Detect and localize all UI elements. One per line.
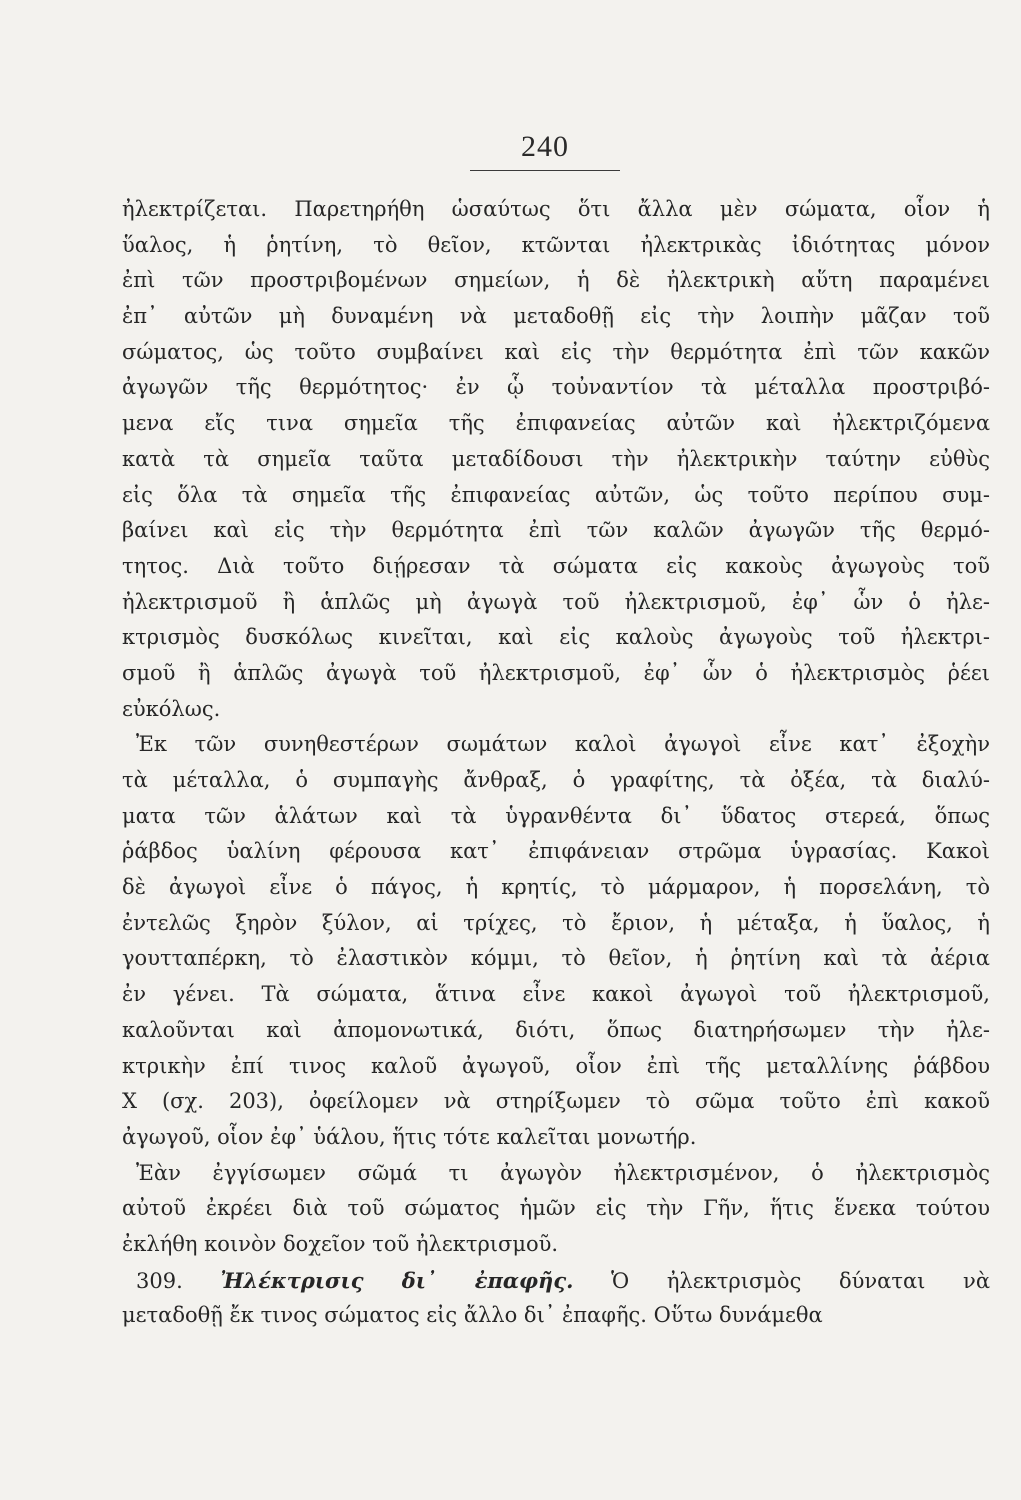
text-line: ῥάβδος ὑαλίνη φέρουσα κατ᾿ ἐπιφάνειαν στρῶμα ὑγρασίας. Κακοὶ (122, 839, 990, 864)
text-line: ὕαλος, ἡ ῥητίνη, τὸ θεῖον, κτῶνται ἠλεκτρικὰς ἰδιότητας μόνον (122, 232, 990, 257)
section-heading-line (122, 1263, 990, 1299)
section-number: 309. (136, 1268, 183, 1293)
paragraph (122, 1156, 990, 1263)
header-rule (470, 170, 620, 171)
text-line: Ὁ ἠλεκτρισμὸς δύναται νὰ (611, 1268, 990, 1293)
text-line: τητος. Διὰ τοῦτο διῄρεσαν τὰ σώματα εἰς κακοὺς ἀγωγοὺς τοῦ (122, 553, 990, 578)
text-line: κτρισμὸς δυσκόλως κινεῖται, καὶ εἰς καλοὺς ἀγωγοὺς τοῦ ἠλεκτρι- (122, 625, 990, 650)
text-line: ἀγωγοῦ, οἷον ἐφ᾿ ὑάλου, ἥτις τότε καλεῖται μονωτήρ. (122, 1124, 697, 1149)
text-line: βαίνει καὶ εἰς τὴν θερμότητα ἐπὶ τῶν καλῶν ἀγωγῶν τῆς θερμό- (122, 518, 990, 543)
text-line: ἠλεκτρίζεται. Παρετηρήθη ὡσαύτως ὅτι ἄλλα μὲν σώματα, οἷον ἡ (122, 197, 990, 221)
text-line: κατὰ τὰ σημεῖα ταῦτα μεταδίδουσι τὴν ἠλεκτρικὴν ταύτην εὐθὺς (122, 446, 990, 471)
text-line: δὲ ἀγωγοὶ εἶνε ὁ πάγος, ἡ κρητίς, τὸ μάρμαρον, ἡ πορσελάνη, τὸ (122, 875, 990, 900)
text-line: ἐπὶ τῶν προστριβομένων σημείων, ἡ δὲ ἠλεκτρικὴ αὕτη παραμένει (122, 268, 990, 293)
text-line: γουτταπέρκη, τὸ ἐλαστικὸν κόμμι, τὸ θεῖον, ἡ ῥητίνη καὶ τὰ ἀέρια (122, 946, 990, 971)
text-line: σώματος, ὡς τοῦτο συμβαίνει καὶ εἰς τὴν θερμότητα ἐπὶ τῶν κακῶν (122, 339, 990, 364)
paragraph (122, 192, 990, 727)
text-line: κτρικὴν ἐπί τινος καλοῦ ἀγωγοῦ, οἷον ἐπὶ τῆς μεταλλίνης ῥάβδου (122, 1053, 990, 1078)
text-line: Ἐκ τῶν συνηθεστέρων σωμάτων καλοὶ ἀγωγοὶ εἶνε κατ᾿ ἐξοχὴν (136, 732, 990, 757)
text-line: τὰ μέταλλα, ὁ συμπαγὴς ἄνθραξ, ὁ γραφίτης, τὰ ὀξέα, τὰ διαλύ- (122, 768, 990, 792)
text-line: ἐντελῶς ξηρὸν ξύλον, αἱ τρίχες, τὸ ἔριον, ἡ μέταξα, ἡ ὕαλος, ἡ (122, 910, 990, 935)
text-line: Ἐὰν ἐγγίσωμεν σῶμά τι ἀγωγὸν ἠλεκτρισμένον, ὁ ἠλεκτρισμὸς (136, 1160, 990, 1185)
text-line: καλοῦνται καὶ ἀπομονωτικά, διότι, ὅπως διατηρήσωμεν τὴν ἠλε- (122, 1017, 990, 1042)
text-line: εἰς ὅλα τὰ σημεῖα τῆς ἐπιφανείας αὐτῶν, ὡς τοῦτο περίπου συμ- (122, 482, 990, 507)
text-line: μεταδοθῇ ἔκ τινος σώματος εἰς ἄλλο δι᾿ ἐπαφῆς. Οὕτω δυνάμεθα (122, 1303, 823, 1328)
text-line: αὐτοῦ ἐκρέει διὰ τοῦ σώματος ἡμῶν εἰς τὴν Γῆν, ἥτις ἕνεκα τούτου (122, 1196, 990, 1221)
text-line: σμοῦ ἢ ἁπλῶς ἀγωγὰ τοῦ ἠλεκτρισμοῦ, ἐφ᾿ ὧν ὁ ἠλεκτρισμὸς ῥέει (122, 660, 990, 685)
paragraph (122, 727, 990, 1155)
text-line: ἠλεκτρισμοῦ ἢ ἁπλῶς μὴ ἀγωγὰ τοῦ ἠλεκτρισμοῦ, ἐφ᾿ ὧν ὁ ἠλε- (122, 589, 990, 614)
text-line: Χ (σχ. 203), ὀφείλομεν νὰ στηρίξωμεν τὸ σῶμα τοῦτο ἐπὶ κακοῦ (122, 1089, 990, 1114)
text-line: ματα τῶν ἁλάτων καὶ τὰ ὑγρανθέντα δι᾿ ὕδατος στερεά, ὅπως (122, 803, 990, 828)
text-line: ἀγωγῶν τῆς θερμότητος· ἐν ᾧ τοὐναντίον τὰ μέταλλα προστριβό- (122, 375, 990, 400)
text-line: ἐκλήθη κοινὸν δοχεῖον τοῦ ἠλεκτρισμοῦ. (122, 1231, 559, 1256)
page-number: 240 (521, 130, 569, 163)
page-header (470, 130, 620, 171)
body-text (122, 192, 990, 1334)
section-309 (122, 1263, 990, 1334)
text-line: ἐν γένει. Τὰ σώματα, ἅτινα εἶνε κακοὶ ἀγωγοὶ τοῦ ἠλεκτρισμοῦ, (122, 982, 990, 1007)
section-title: Ἠλέκτρισις δι᾿ ἐπαφῆς. (220, 1267, 574, 1293)
text-line: εὐκόλως. (122, 696, 221, 721)
text-line: ἐπ᾿ αὐτῶν μὴ δυναμένη νὰ μεταδοθῇ εἰς τὴν λοιπὴν μᾶζαν τοῦ (122, 304, 990, 329)
text-line: μενα εἴς τινα σημεῖα τῆς ἐπιφανείας αὐτῶν καὶ ἠλεκτριζόμενα (122, 411, 990, 436)
